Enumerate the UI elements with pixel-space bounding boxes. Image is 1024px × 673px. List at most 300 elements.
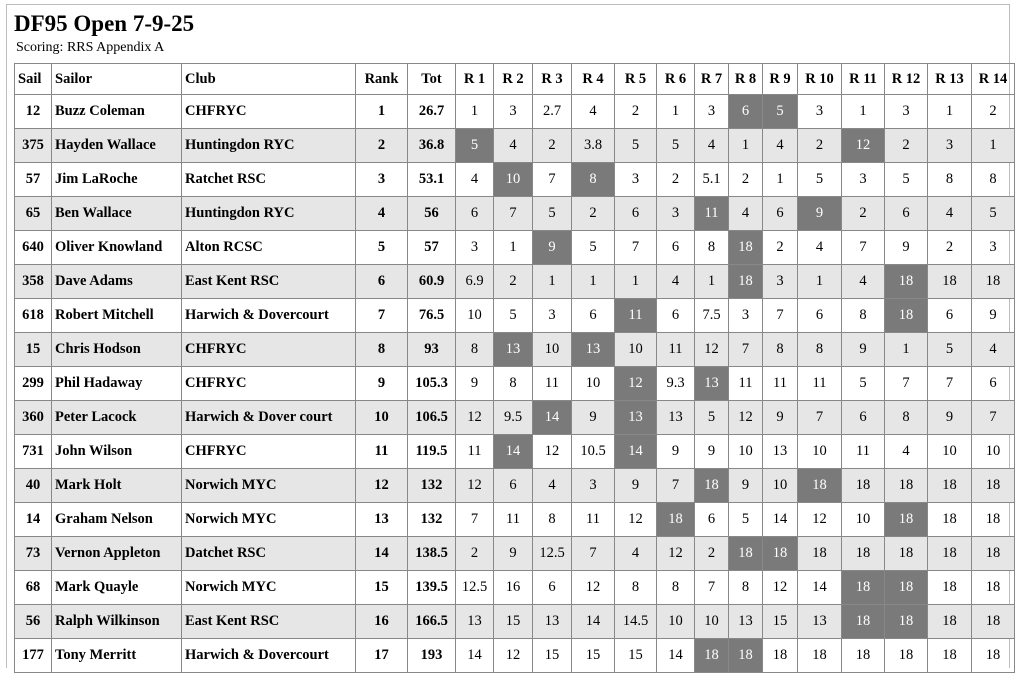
discarded-race-cell: 18 [885, 571, 928, 605]
sailor-name-cell: Mark Holt [52, 469, 182, 503]
table-row [15, 95, 1015, 129]
race-score-cell: 2 [928, 231, 972, 265]
race-score-cell: 8 [533, 503, 572, 537]
race-score-cell: 5 [533, 197, 572, 231]
race-score-cell: 18 [763, 639, 798, 673]
race-score-cell: 2 [657, 163, 695, 197]
race-score-cell: 9 [972, 299, 1015, 333]
race-score-cell: 12 [615, 503, 657, 537]
race-score-cell: 4 [695, 129, 729, 163]
race-score-cell: 5 [729, 503, 763, 537]
sailor-name-cell: Phil Hadaway [52, 367, 182, 401]
race-score-cell: 8 [798, 333, 842, 367]
race-score-cell: 9 [763, 401, 798, 435]
race-score-cell: 3 [928, 129, 972, 163]
column-header: Club [182, 64, 356, 95]
race-score-cell: 10 [972, 435, 1015, 469]
sailor-name-cell: John Wilson [52, 435, 182, 469]
sailor-name-cell: Graham Nelson [52, 503, 182, 537]
race-score-cell: 6 [657, 299, 695, 333]
club-cell: Ratchet RSC [182, 163, 356, 197]
rank-cell: 2 [356, 129, 408, 163]
discarded-race-cell: 12 [615, 367, 657, 401]
rank-cell: 8 [356, 333, 408, 367]
total-cell: 93 [408, 333, 456, 367]
race-score-cell: 11 [763, 367, 798, 401]
race-score-cell: 12 [456, 469, 494, 503]
sailor-name-cell: Robert Mitchell [52, 299, 182, 333]
race-score-cell: 5 [657, 129, 695, 163]
race-score-cell: 6 [494, 469, 533, 503]
discarded-race-cell: 11 [615, 299, 657, 333]
race-score-cell: 18 [972, 503, 1015, 537]
race-score-cell: 9.3 [657, 367, 695, 401]
table-row [15, 367, 1015, 401]
discarded-race-cell: 18 [729, 639, 763, 673]
race-score-cell: 4 [972, 333, 1015, 367]
race-score-cell: 2 [494, 265, 533, 299]
total-cell: 36.8 [408, 129, 456, 163]
race-score-cell: 3 [494, 95, 533, 129]
total-cell: 139.5 [408, 571, 456, 605]
race-score-cell: 4 [798, 231, 842, 265]
race-score-cell: 9 [695, 435, 729, 469]
race-score-cell: 2 [456, 537, 494, 571]
column-header: R 3 [533, 64, 572, 95]
race-score-cell: 11 [657, 333, 695, 367]
race-score-cell: 3 [972, 231, 1015, 265]
column-header: Sail [15, 64, 52, 95]
sail-number-cell: 73 [15, 537, 52, 571]
table-row [15, 571, 1015, 605]
total-cell: 138.5 [408, 537, 456, 571]
race-score-cell: 18 [972, 265, 1015, 299]
race-score-cell: 7.5 [695, 299, 729, 333]
club-cell: Huntingdon RYC [182, 129, 356, 163]
total-cell: 56 [408, 197, 456, 231]
race-score-cell: 9 [729, 469, 763, 503]
table-row [15, 401, 1015, 435]
total-cell: 132 [408, 503, 456, 537]
table-row [15, 503, 1015, 537]
sail-number-cell: 12 [15, 95, 52, 129]
column-header: Rank [356, 64, 408, 95]
race-score-cell: 8 [763, 333, 798, 367]
race-score-cell: 2 [972, 95, 1015, 129]
rank-cell: 10 [356, 401, 408, 435]
club-cell: Harwich & Dovercourt [182, 299, 356, 333]
club-cell: Datchet RSC [182, 537, 356, 571]
table-row [15, 333, 1015, 367]
race-score-cell: 13 [798, 605, 842, 639]
race-score-cell: 14 [798, 571, 842, 605]
race-score-cell: 5 [972, 197, 1015, 231]
race-score-cell: 6 [615, 197, 657, 231]
race-score-cell: 9 [615, 469, 657, 503]
race-score-cell: 2 [695, 537, 729, 571]
total-cell: 119.5 [408, 435, 456, 469]
sail-number-cell: 56 [15, 605, 52, 639]
race-score-cell: 18 [885, 639, 928, 673]
discarded-race-cell: 18 [763, 537, 798, 571]
club-cell: East Kent RSC [182, 605, 356, 639]
race-score-cell: 2 [763, 231, 798, 265]
column-header: R 12 [885, 64, 928, 95]
column-header: R 11 [842, 64, 885, 95]
race-score-cell: 1 [695, 265, 729, 299]
race-score-cell: 9 [657, 435, 695, 469]
total-cell: 106.5 [408, 401, 456, 435]
table-row [15, 231, 1015, 265]
race-score-cell: 2 [615, 95, 657, 129]
club-cell: Alton RCSC [182, 231, 356, 265]
race-score-cell: 18 [842, 537, 885, 571]
race-score-cell: 10 [842, 503, 885, 537]
race-score-cell: 10 [798, 435, 842, 469]
scoring-note: Scoring: RRS Appendix A [16, 40, 165, 55]
discarded-race-cell: 11 [695, 197, 729, 231]
rank-cell: 5 [356, 231, 408, 265]
race-score-cell: 9.5 [494, 401, 533, 435]
race-score-cell: 15 [763, 605, 798, 639]
race-score-cell: 7 [533, 163, 572, 197]
sailor-name-cell: Ben Wallace [52, 197, 182, 231]
race-score-cell: 3 [798, 95, 842, 129]
race-score-cell: 7 [842, 231, 885, 265]
race-score-cell: 11 [842, 435, 885, 469]
race-score-cell: 15 [494, 605, 533, 639]
discarded-race-cell: 13 [494, 333, 533, 367]
race-score-cell: 4 [572, 95, 615, 129]
race-score-cell: 14 [456, 639, 494, 673]
race-score-cell: 1 [763, 163, 798, 197]
rank-cell: 7 [356, 299, 408, 333]
race-score-cell: 5 [928, 333, 972, 367]
column-header: Tot [408, 64, 456, 95]
table-body [15, 95, 1015, 673]
race-score-cell: 10 [533, 333, 572, 367]
discarded-race-cell: 9 [533, 231, 572, 265]
race-score-cell: 18 [885, 537, 928, 571]
race-score-cell: 14.5 [615, 605, 657, 639]
rank-cell: 15 [356, 571, 408, 605]
race-score-cell: 6 [456, 197, 494, 231]
race-score-cell: 5.1 [695, 163, 729, 197]
race-score-cell: 7 [572, 537, 615, 571]
race-score-cell: 18 [798, 537, 842, 571]
race-score-cell: 13 [763, 435, 798, 469]
race-score-cell: 7 [928, 367, 972, 401]
race-score-cell: 16 [494, 571, 533, 605]
race-score-cell: 2 [842, 197, 885, 231]
sailor-name-cell: Buzz Coleman [52, 95, 182, 129]
race-score-cell: 18 [972, 537, 1015, 571]
race-score-cell: 1 [729, 129, 763, 163]
race-score-cell: 1 [657, 95, 695, 129]
race-score-cell: 12 [533, 435, 572, 469]
race-score-cell: 9 [885, 231, 928, 265]
club-cell: CHFRYC [182, 95, 356, 129]
table-row [15, 163, 1015, 197]
race-score-cell: 4 [763, 129, 798, 163]
discarded-race-cell: 13 [572, 333, 615, 367]
race-score-cell: 13 [657, 401, 695, 435]
race-score-cell: 18 [928, 605, 972, 639]
sail-number-cell: 299 [15, 367, 52, 401]
race-score-cell: 12 [657, 537, 695, 571]
race-score-cell: 3 [533, 299, 572, 333]
club-cell: Harwich & Dover court [182, 401, 356, 435]
results-table [14, 63, 1015, 673]
discarded-race-cell: 18 [657, 503, 695, 537]
column-header: R 9 [763, 64, 798, 95]
race-score-cell: 8 [494, 367, 533, 401]
race-score-cell: 4 [729, 197, 763, 231]
discarded-race-cell: 12 [842, 129, 885, 163]
race-score-cell: 12 [763, 571, 798, 605]
race-score-cell: 1 [972, 129, 1015, 163]
race-score-cell: 15 [533, 639, 572, 673]
race-score-cell: 18 [928, 639, 972, 673]
race-score-cell: 10 [695, 605, 729, 639]
race-score-cell: 1 [615, 265, 657, 299]
rank-cell: 11 [356, 435, 408, 469]
race-score-cell: 8 [885, 401, 928, 435]
race-score-cell: 9 [572, 401, 615, 435]
column-header: R 8 [729, 64, 763, 95]
rank-cell: 14 [356, 537, 408, 571]
race-score-cell: 2 [572, 197, 615, 231]
race-score-cell: 8 [615, 571, 657, 605]
discarded-race-cell: 6 [729, 95, 763, 129]
race-score-cell: 13 [456, 605, 494, 639]
race-score-cell: 12 [572, 571, 615, 605]
race-score-cell: 10.5 [572, 435, 615, 469]
race-score-cell: 10 [729, 435, 763, 469]
race-score-cell: 11 [494, 503, 533, 537]
total-cell: 132 [408, 469, 456, 503]
table-header-row [15, 64, 1015, 95]
race-score-cell: 4 [456, 163, 494, 197]
discarded-race-cell: 18 [885, 605, 928, 639]
race-score-cell: 1 [456, 95, 494, 129]
race-score-cell: 11 [729, 367, 763, 401]
rank-cell: 3 [356, 163, 408, 197]
rank-cell: 6 [356, 265, 408, 299]
race-score-cell: 18 [972, 639, 1015, 673]
race-score-cell: 3.8 [572, 129, 615, 163]
race-score-cell: 7 [798, 401, 842, 435]
race-score-cell: 18 [842, 469, 885, 503]
race-score-cell: 8 [842, 299, 885, 333]
table-row [15, 639, 1015, 673]
total-cell: 76.5 [408, 299, 456, 333]
race-score-cell: 3 [885, 95, 928, 129]
discarded-race-cell: 18 [729, 265, 763, 299]
race-score-cell: 18 [842, 639, 885, 673]
rank-cell: 13 [356, 503, 408, 537]
sailor-name-cell: Chris Hodson [52, 333, 182, 367]
column-header: R 2 [494, 64, 533, 95]
discarded-race-cell: 18 [842, 605, 885, 639]
column-header: R 6 [657, 64, 695, 95]
discarded-race-cell: 8 [572, 163, 615, 197]
club-cell: CHFRYC [182, 435, 356, 469]
column-header: R 4 [572, 64, 615, 95]
race-score-cell: 1 [842, 95, 885, 129]
sail-number-cell: 40 [15, 469, 52, 503]
table-row [15, 469, 1015, 503]
total-cell: 57 [408, 231, 456, 265]
club-cell: Norwich MYC [182, 571, 356, 605]
race-score-cell: 12 [798, 503, 842, 537]
race-score-cell: 5 [494, 299, 533, 333]
race-score-cell: 4 [615, 537, 657, 571]
race-score-cell: 12 [695, 333, 729, 367]
race-score-cell: 12 [494, 639, 533, 673]
club-cell: Harwich & Dovercourt [182, 639, 356, 673]
race-score-cell: 18 [972, 469, 1015, 503]
sail-number-cell: 360 [15, 401, 52, 435]
race-score-cell: 3 [615, 163, 657, 197]
race-score-cell: 9 [494, 537, 533, 571]
race-score-cell: 11 [798, 367, 842, 401]
table-row [15, 299, 1015, 333]
race-score-cell: 4 [842, 265, 885, 299]
discarded-race-cell: 18 [729, 231, 763, 265]
club-cell: CHFRYC [182, 333, 356, 367]
race-score-cell: 13 [729, 605, 763, 639]
race-score-cell: 1 [928, 95, 972, 129]
race-score-cell: 3 [456, 231, 494, 265]
race-score-cell: 3 [695, 95, 729, 129]
column-header: R 14 [972, 64, 1015, 95]
race-score-cell: 3 [572, 469, 615, 503]
sailor-name-cell: Ralph Wilkinson [52, 605, 182, 639]
race-score-cell: 9 [842, 333, 885, 367]
sailor-name-cell: Jim LaRoche [52, 163, 182, 197]
race-score-cell: 8 [972, 163, 1015, 197]
race-score-cell: 2 [885, 129, 928, 163]
race-score-cell: 7 [494, 197, 533, 231]
sailor-name-cell: Tony Merritt [52, 639, 182, 673]
race-score-cell: 12 [456, 401, 494, 435]
discarded-race-cell: 18 [885, 503, 928, 537]
race-score-cell: 1 [494, 231, 533, 265]
total-cell: 53.1 [408, 163, 456, 197]
race-score-cell: 4 [928, 197, 972, 231]
sail-number-cell: 618 [15, 299, 52, 333]
race-score-cell: 10 [657, 605, 695, 639]
race-score-cell: 9 [456, 367, 494, 401]
race-score-cell: 7 [972, 401, 1015, 435]
race-score-cell: 18 [928, 503, 972, 537]
race-score-cell: 1 [533, 265, 572, 299]
race-score-cell: 15 [615, 639, 657, 673]
rank-cell: 4 [356, 197, 408, 231]
race-score-cell: 2 [533, 129, 572, 163]
race-score-cell: 10 [456, 299, 494, 333]
column-header: R 13 [928, 64, 972, 95]
discarded-race-cell: 5 [456, 129, 494, 163]
club-cell: Huntingdon RYC [182, 197, 356, 231]
race-score-cell: 3 [729, 299, 763, 333]
discarded-race-cell: 14 [615, 435, 657, 469]
table-row [15, 435, 1015, 469]
sail-number-cell: 640 [15, 231, 52, 265]
discarded-race-cell: 18 [695, 469, 729, 503]
race-score-cell: 14 [763, 503, 798, 537]
race-score-cell: 11 [533, 367, 572, 401]
race-score-cell: 14 [657, 639, 695, 673]
race-score-cell: 6 [695, 503, 729, 537]
rank-cell: 12 [356, 469, 408, 503]
race-score-cell: 7 [763, 299, 798, 333]
race-score-cell: 5 [798, 163, 842, 197]
sail-number-cell: 358 [15, 265, 52, 299]
race-score-cell: 2 [798, 129, 842, 163]
race-score-cell: 12 [729, 401, 763, 435]
race-score-cell: 6 [972, 367, 1015, 401]
race-score-cell: 7 [695, 571, 729, 605]
race-score-cell: 3 [842, 163, 885, 197]
rank-cell: 9 [356, 367, 408, 401]
race-score-cell: 15 [572, 639, 615, 673]
discarded-race-cell: 13 [615, 401, 657, 435]
table-row [15, 605, 1015, 639]
race-score-cell: 1 [572, 265, 615, 299]
race-score-cell: 18 [928, 571, 972, 605]
race-score-cell: 8 [729, 571, 763, 605]
column-header: Sailor [52, 64, 182, 95]
sailor-name-cell: Mark Quayle [52, 571, 182, 605]
race-score-cell: 4 [494, 129, 533, 163]
race-score-cell: 2.7 [533, 95, 572, 129]
column-header: R 5 [615, 64, 657, 95]
sail-number-cell: 731 [15, 435, 52, 469]
race-score-cell: 7 [657, 469, 695, 503]
race-score-cell: 18 [798, 639, 842, 673]
race-score-cell: 5 [695, 401, 729, 435]
total-cell: 193 [408, 639, 456, 673]
race-score-cell: 18 [928, 537, 972, 571]
race-score-cell: 5 [842, 367, 885, 401]
race-score-cell: 11 [456, 435, 494, 469]
sail-number-cell: 14 [15, 503, 52, 537]
race-score-cell: 18 [972, 571, 1015, 605]
race-score-cell: 10 [763, 469, 798, 503]
race-score-cell: 18 [972, 605, 1015, 639]
race-score-cell: 6 [885, 197, 928, 231]
race-score-cell: 7 [885, 367, 928, 401]
discarded-race-cell: 5 [763, 95, 798, 129]
sailor-name-cell: Peter Lacock [52, 401, 182, 435]
race-score-cell: 18 [928, 265, 972, 299]
discarded-race-cell: 9 [798, 197, 842, 231]
sailor-name-cell: Vernon Appleton [52, 537, 182, 571]
race-score-cell: 6.9 [456, 265, 494, 299]
discarded-race-cell: 10 [494, 163, 533, 197]
discarded-race-cell: 18 [885, 265, 928, 299]
page-title: DF95 Open 7-9-25 [14, 11, 195, 36]
race-score-cell: 1 [885, 333, 928, 367]
club-cell: Norwich MYC [182, 469, 356, 503]
race-score-cell: 18 [928, 469, 972, 503]
table-row [15, 197, 1015, 231]
sail-number-cell: 177 [15, 639, 52, 673]
race-score-cell: 8 [456, 333, 494, 367]
table-row [15, 265, 1015, 299]
